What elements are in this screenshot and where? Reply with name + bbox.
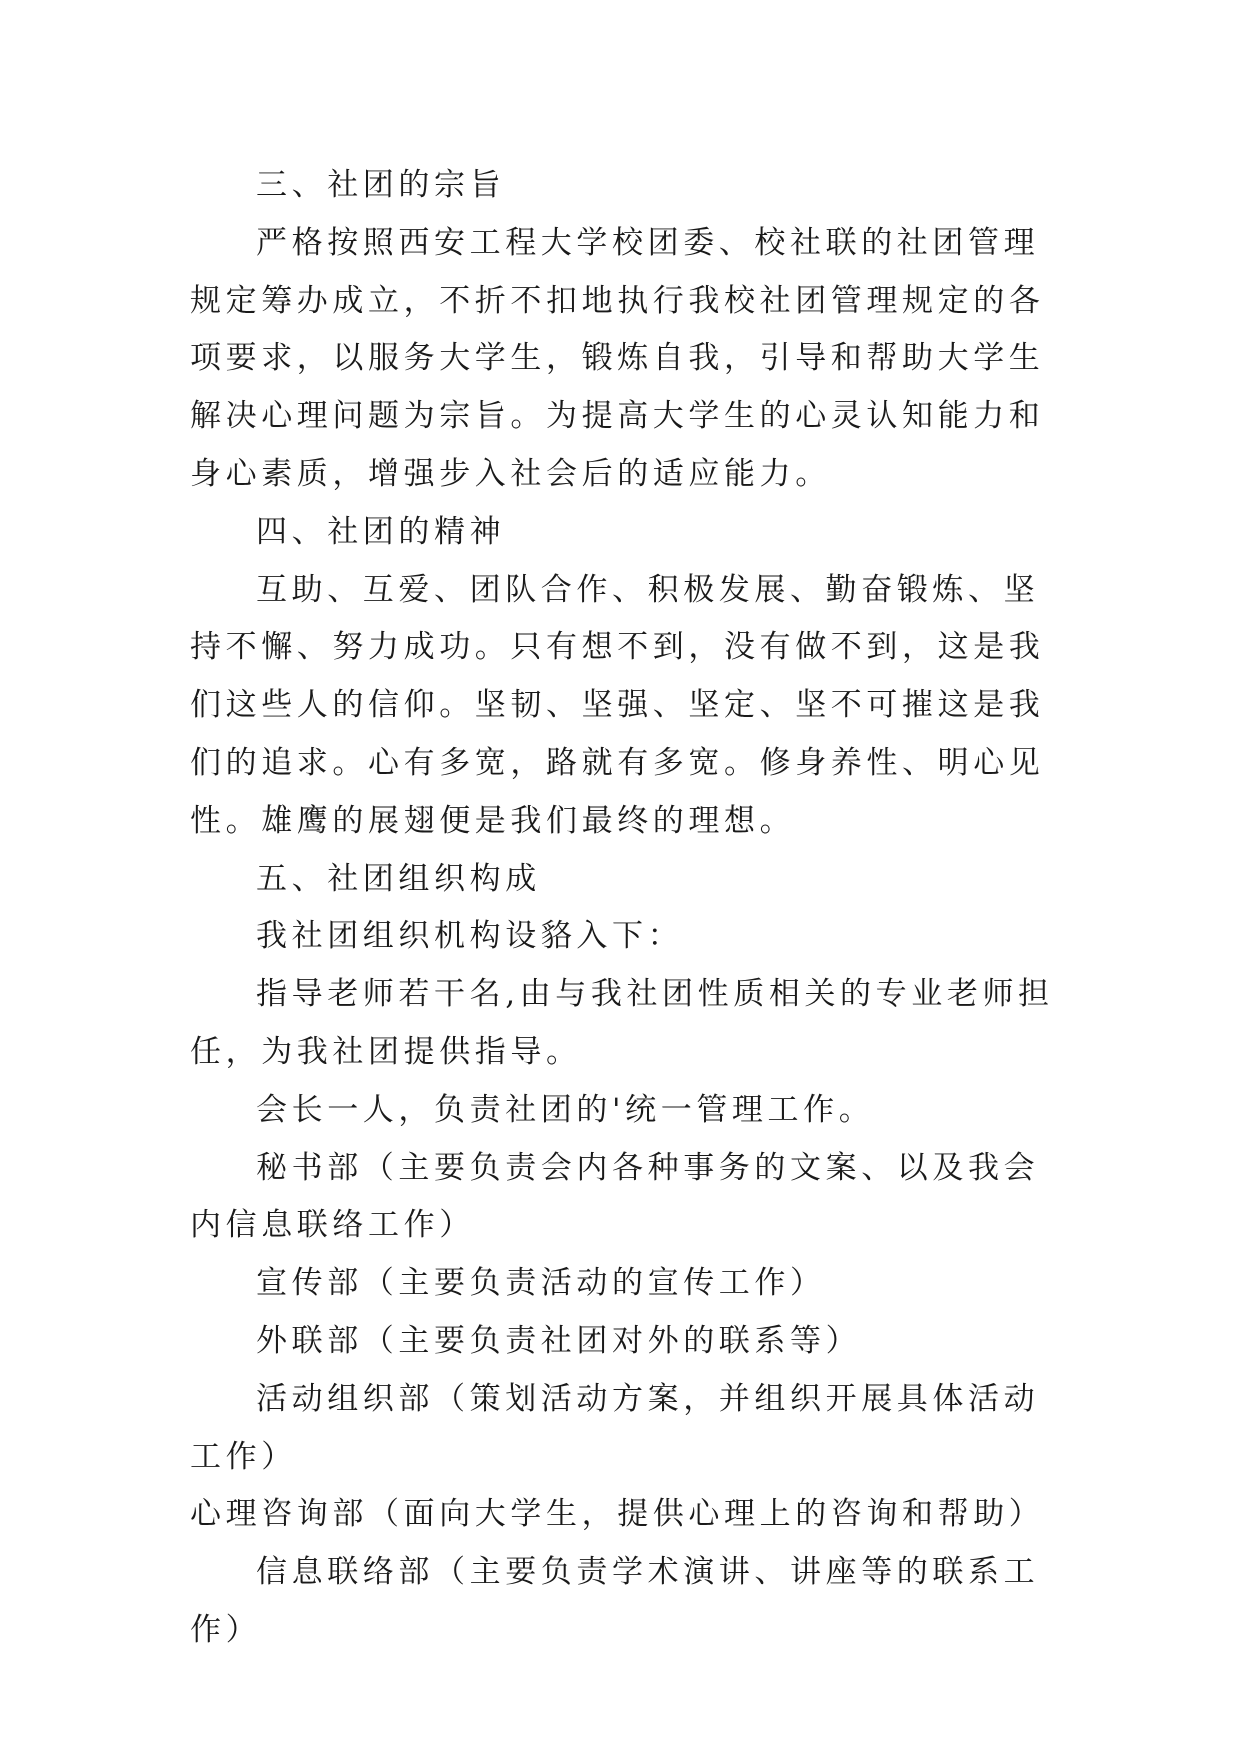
document-body [190,157,1058,1660]
section-heading-structure: 五、社团组织构成 [256,860,541,897]
list-item-counseling: 心理咨询部（面向大学生，提供心理上的咨询和帮助） [190,1496,1045,1533]
list-item-secretariat: 秘书部（主要负责会内各种事务的文案、以及我会内信息联络工作） [190,1149,1040,1244]
paragraph-president: 会长一人，负责社团的'统一管理工作。 [256,1091,875,1128]
paragraph-advisors: 指导老师若干名,由与我社团性质相关的专业老师担任，为我社团提供指导。 [190,976,1054,1070]
paragraph-purpose: 严格按照西安工程大学校团委、校社联的社团管理规定筹办成立，不折不扣地执行我校社团管理规定的各项要求，以服务大学生，锻炼自我，引导和帮助大学生解决心理问题为宗旨。为提高大学生的心灵认知能力和身心素质，增强步入社会后的适应能力。 [190,224,1045,492]
section-heading-purpose: 三、社团的宗旨 [256,167,506,203]
paragraph-spirit: 互助、互爱、团队合作、积极发展、勤奋锻炼、坚持不懈、努力成功。只有想不到，没有做不到，这是我们这些人的信仰。坚韧、坚强、坚定、坚不可摧这是我们的追求。心有多宽，路就有多宽。修身养性、明心见性。雄鹰的展翅便是我们最终的理想。 [190,571,1045,839]
list-item-publicity: 宣传部（主要负责活动的宣传工作） [256,1265,826,1302]
list-item-liaison: 信息联络部（主要负责学术演讲、讲座等的联系工作） [190,1554,1040,1648]
list-item-external-relations: 外联部（主要负责社团对外的联系等） [256,1322,862,1359]
paragraph-structure-intro: 我社团组织机构设貉入下： [256,918,684,955]
list-item-activities: 活动组织部（策划活动方案，并组织开展具体活动工作） [190,1380,1040,1475]
section-heading-spirit: 四、社团的精神 [256,513,506,550]
